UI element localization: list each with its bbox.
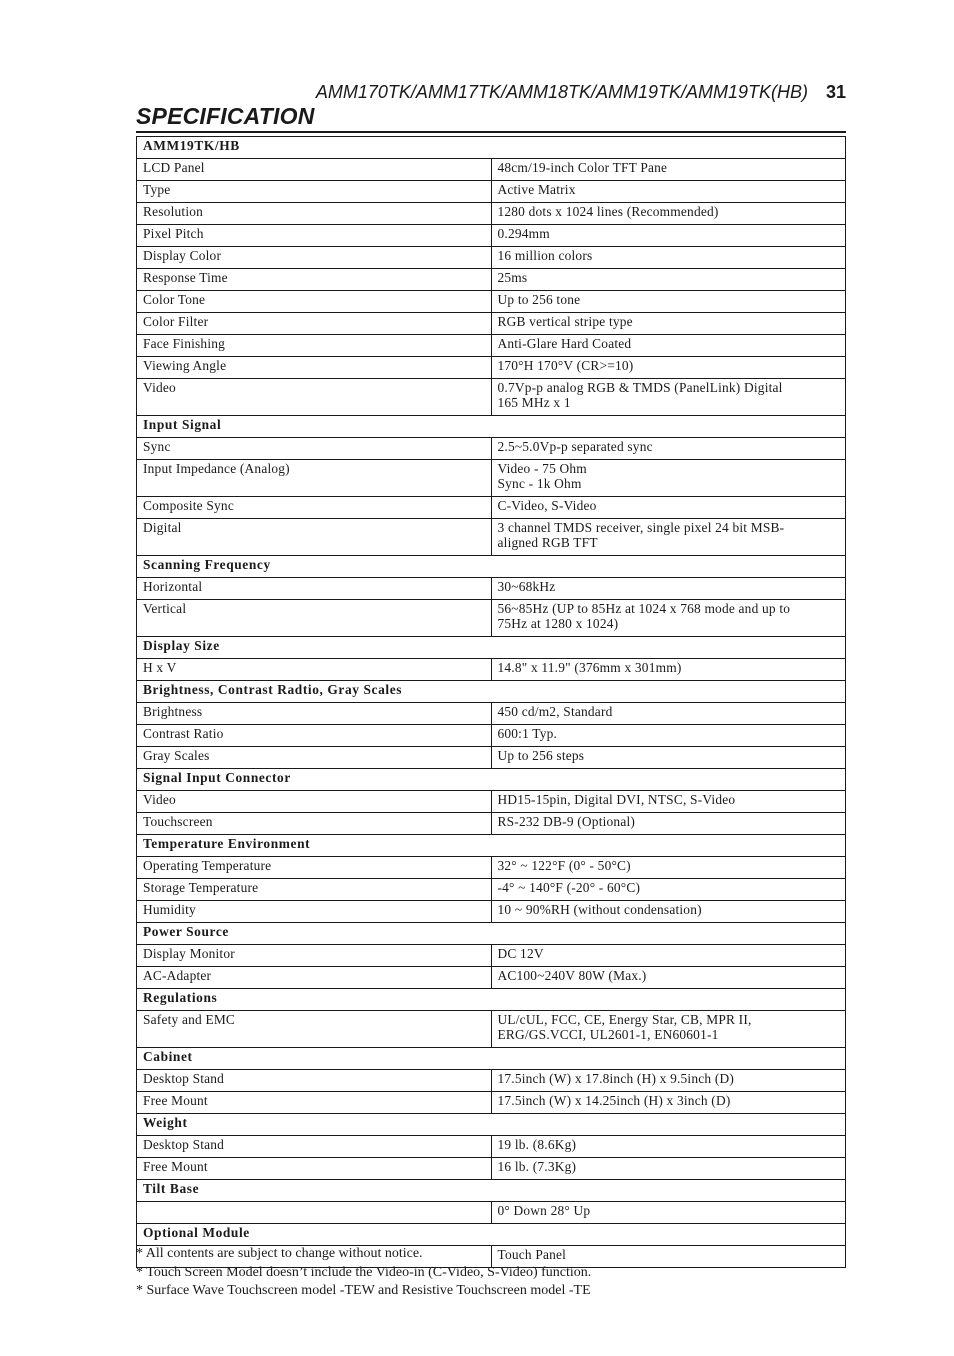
- spec-row: [137, 159, 846, 181]
- spec-label: Vertical: [137, 600, 492, 637]
- spec-label: Resolution: [137, 203, 492, 225]
- spec-section-row: [137, 1180, 846, 1202]
- spec-label: [137, 1202, 492, 1224]
- spec-section-heading: Scanning Frequency: [137, 556, 846, 578]
- spec-section-heading: Optional Module: [137, 1224, 846, 1246]
- spec-row: [137, 879, 846, 901]
- spec-row: [137, 791, 846, 813]
- spec-value: 14.8" x 11.9" (376mm x 301mm): [491, 659, 846, 681]
- spec-row: [137, 1070, 846, 1092]
- spec-label: Viewing Angle: [137, 357, 492, 379]
- spec-row: [137, 1158, 846, 1180]
- spec-label: Free Mount: [137, 1092, 492, 1114]
- spec-row: [137, 291, 846, 313]
- spec-label: Display Color: [137, 247, 492, 269]
- spec-row: [137, 967, 846, 989]
- title-divider: [136, 131, 846, 133]
- spec-value: 0° Down 28° Up: [491, 1202, 846, 1224]
- spec-row: [137, 225, 846, 247]
- spec-label: Type: [137, 181, 492, 203]
- spec-row: [137, 945, 846, 967]
- spec-section-row: [137, 769, 846, 791]
- spec-label: Face Finishing: [137, 335, 492, 357]
- spec-section-row: [137, 1114, 846, 1136]
- spec-label: Color Tone: [137, 291, 492, 313]
- spec-row: [137, 1136, 846, 1158]
- specification-table-body: [137, 137, 846, 1268]
- footnote: * All contents are subject to change without notice.: [136, 1246, 423, 1261]
- spec-value: 25ms: [491, 269, 846, 291]
- spec-label: Video: [137, 791, 492, 813]
- spec-label: Sync: [137, 438, 492, 460]
- spec-section-row: [137, 1224, 846, 1246]
- spec-label: LCD Panel: [137, 159, 492, 181]
- spec-value: DC 12V: [491, 945, 846, 967]
- spec-row: [137, 181, 846, 203]
- spec-value: 0.294mm: [491, 225, 846, 247]
- spec-value: UL/cUL, FCC, CE, Energy Star, CB, MPR II, ERG/GS.VCCI, UL2601-1, EN60601-1: [491, 1011, 846, 1048]
- spec-row: [137, 600, 846, 637]
- spec-value: Touch Panel: [491, 1246, 846, 1268]
- spec-section-heading: Tilt Base: [137, 1180, 846, 1202]
- spec-value: 170°H 170°V (CR>=10): [491, 357, 846, 379]
- spec-row: [137, 497, 846, 519]
- spec-section-heading: Signal Input Connector: [137, 769, 846, 791]
- spec-label: Safety and EMC: [137, 1011, 492, 1048]
- spec-label: Contrast Ratio: [137, 725, 492, 747]
- spec-value: 16 million colors: [491, 247, 846, 269]
- spec-row: [137, 357, 846, 379]
- spec-label: Horizontal: [137, 578, 492, 600]
- spec-section-heading: Brightness, Contrast Radtio, Gray Scales: [137, 681, 846, 703]
- spec-row: [137, 269, 846, 291]
- spec-value: Video - 75 Ohm Sync - 1k Ohm: [491, 460, 846, 497]
- spec-label: Digital: [137, 519, 492, 556]
- spec-label: Gray Scales: [137, 747, 492, 769]
- spec-value: 3 channel TMDS receiver, single pixel 24 bit MSB- aligned RGB TFT: [491, 519, 846, 556]
- specification-table: [136, 136, 846, 1268]
- spec-value: Active Matrix: [491, 181, 846, 203]
- spec-value: 450 cd/m2, Standard: [491, 703, 846, 725]
- spec-row: [137, 747, 846, 769]
- spec-value: 2.5~5.0Vp-p separated sync: [491, 438, 846, 460]
- spec-value: HD15-15pin, Digital DVI, NTSC, S-Video: [491, 791, 846, 813]
- page-title: SPECIFICATION: [136, 103, 315, 129]
- spec-row: [137, 313, 846, 335]
- spec-section-row: [137, 681, 846, 703]
- spec-label: Brightness: [137, 703, 492, 725]
- spec-label: Color Filter: [137, 313, 492, 335]
- spec-section-row: [137, 137, 846, 159]
- spec-value: AC100~240V 80W (Max.): [491, 967, 846, 989]
- page-number: 31: [825, 82, 846, 102]
- model-list: AMM170TK/AMM17TK/AMM18TK/AMM19TK/AMM19TK(HB): [315, 82, 808, 102]
- spec-row: [137, 725, 846, 747]
- spec-row: [137, 247, 846, 269]
- spec-value: Up to 256 steps: [491, 747, 846, 769]
- spec-section-heading: AMM19TK/HB: [137, 137, 846, 159]
- spec-row: [137, 901, 846, 923]
- spec-label: AC-Adapter: [137, 967, 492, 989]
- spec-section-row: [137, 556, 846, 578]
- spec-section-heading: Temperature Environment: [137, 835, 846, 857]
- spec-value: 1280 dots x 1024 lines (Recommended): [491, 203, 846, 225]
- spec-value: 600:1 Typ.: [491, 725, 846, 747]
- spec-value: 16 lb. (7.3Kg): [491, 1158, 846, 1180]
- spec-label: Operating Temperature: [137, 857, 492, 879]
- spec-label: Video: [137, 379, 492, 416]
- spec-row: [137, 203, 846, 225]
- spec-value: 32° ~ 122°F (0° - 50°C): [491, 857, 846, 879]
- spec-row: [137, 1202, 846, 1224]
- spec-section-row: [137, 989, 846, 1011]
- spec-value: C-Video, S-Video: [491, 497, 846, 519]
- spec-row: [137, 659, 846, 681]
- spec-value: RS-232 DB-9 (Optional): [491, 813, 846, 835]
- spec-value: -4° ~ 140°F (-20° - 60°C): [491, 879, 846, 901]
- spec-row: [137, 703, 846, 725]
- spec-row: [137, 438, 846, 460]
- spec-label: Input Impedance (Analog): [137, 460, 492, 497]
- spec-row: [137, 1092, 846, 1114]
- spec-section-heading: Display Size: [137, 637, 846, 659]
- spec-value: 0.7Vp-p analog RGB & TMDS (PanelLink) Digital 165 MHz x 1: [491, 379, 846, 416]
- spec-row: [137, 813, 846, 835]
- footnote: * Surface Wave Touchscreen model -TEW and Resistive Touchscreen model -TE: [136, 1283, 591, 1298]
- spec-label: Storage Temperature: [137, 879, 492, 901]
- spec-label: H x V: [137, 659, 492, 681]
- spec-label: Pixel Pitch: [137, 225, 492, 247]
- spec-row: [137, 857, 846, 879]
- footnotes: [136, 1245, 846, 1301]
- spec-value: Up to 256 tone: [491, 291, 846, 313]
- spec-value: 10 ~ 90%RH (without condensation): [491, 901, 846, 923]
- spec-value: 17.5inch (W) x 17.8inch (H) x 9.5inch (D): [491, 1070, 846, 1092]
- spec-section-heading: Regulations: [137, 989, 846, 1011]
- spec-label: Response Time: [137, 269, 492, 291]
- spec-value: 48cm/19-inch Color TFT Pane: [491, 159, 846, 181]
- spec-section-row: [137, 416, 846, 438]
- spec-value: 17.5inch (W) x 14.25inch (H) x 3inch (D): [491, 1092, 846, 1114]
- spec-label: Humidity: [137, 901, 492, 923]
- spec-section-heading: Power Source: [137, 923, 846, 945]
- spec-section-row: [137, 1048, 846, 1070]
- spec-value: 30~68kHz: [491, 578, 846, 600]
- spec-row: [137, 335, 846, 357]
- spec-section-heading: Cabinet: [137, 1048, 846, 1070]
- spec-section-heading: Input Signal: [137, 416, 846, 438]
- spec-value: RGB vertical stripe type: [491, 313, 846, 335]
- spec-value: Anti-Glare Hard Coated: [491, 335, 846, 357]
- spec-label: Desktop Stand: [137, 1136, 492, 1158]
- spec-section-row: [137, 835, 846, 857]
- spec-section-heading: Weight: [137, 1114, 846, 1136]
- spec-label: Composite Sync: [137, 497, 492, 519]
- spec-row: [137, 519, 846, 556]
- spec-label: Free Mount: [137, 1158, 492, 1180]
- spec-value: 19 lb. (8.6Kg): [491, 1136, 846, 1158]
- spec-label: Display Monitor: [137, 945, 492, 967]
- spec-label: Touchscreen: [137, 813, 492, 835]
- spec-section-row: [137, 923, 846, 945]
- spec-row: [137, 578, 846, 600]
- spec-label: Desktop Stand: [137, 1070, 492, 1092]
- spec-row: [137, 379, 846, 416]
- spec-row: [137, 460, 846, 497]
- spec-section-row: [137, 637, 846, 659]
- footnote: * Touch Screen Model doesn’t include the Video-in (C-Video, S-Video) function.: [136, 1264, 592, 1280]
- spec-value: 56~85Hz (UP to 85Hz at 1024 x 768 mode and up to 75Hz at 1280 x 1024): [491, 600, 846, 637]
- spec-row: [137, 1011, 846, 1048]
